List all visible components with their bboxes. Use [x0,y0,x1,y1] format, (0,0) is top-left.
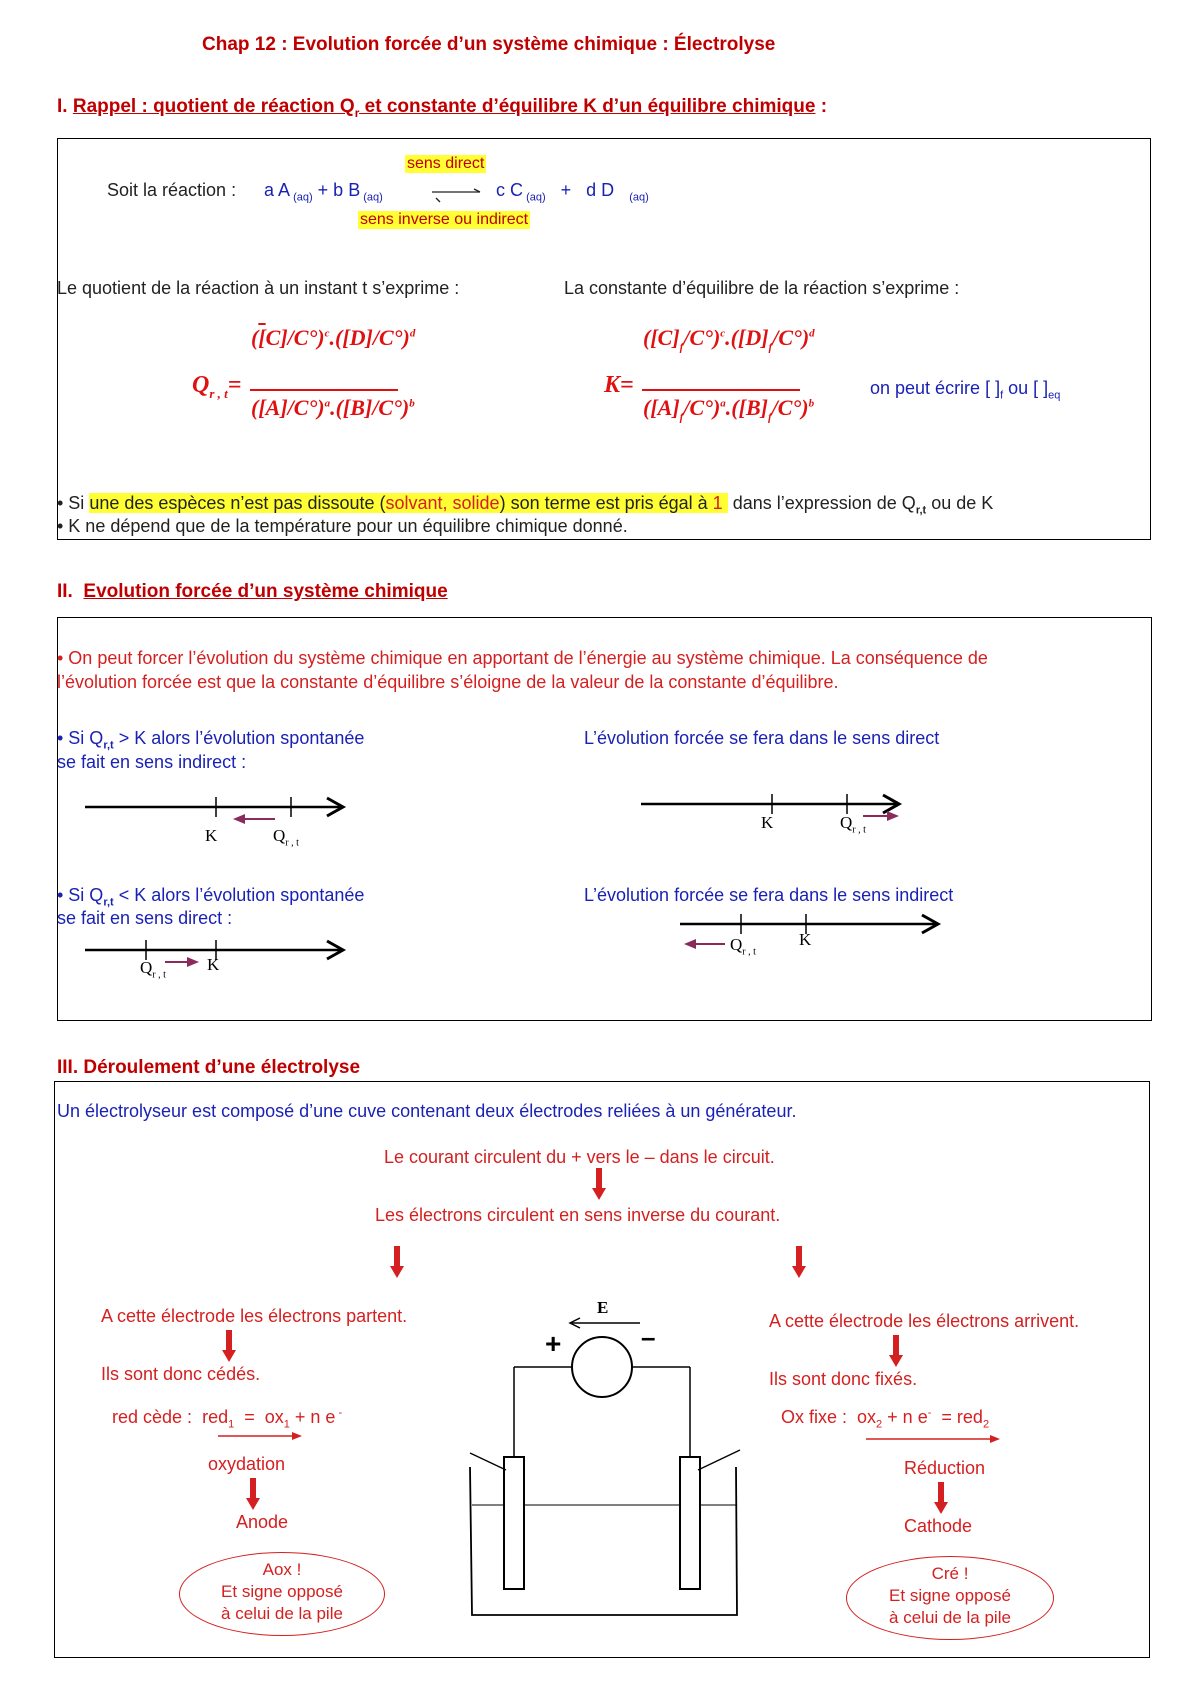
left-ell-3: à celui de la pile [221,1604,343,1623]
k-num-cdeg1: C° [689,325,713,350]
k-denominator: $([A]_f/C^\circ)^a.([B]_f/C^\circ)^b$ [643,395,815,424]
case1-pre: • Si Q [57,728,104,748]
bullet1-post: dans l’expression de Q [727,493,916,513]
left-ceded-text: Ils sont donc cédés. [101,1364,261,1384]
right-ellipse [846,1556,1054,1640]
k-den-a: A [657,395,673,420]
q-num-d: D [349,325,366,350]
left-eq-minus: - [335,1407,343,1419]
k-den-cdeg2: C° [777,395,802,420]
aq-a: (aq) [293,191,313,204]
bullet1-pre: • Si [57,493,90,513]
axis1-q-label [273,826,299,848]
case1-sub: r,t [103,739,114,752]
k-den-b: B [745,395,761,420]
sens-direct-label: sens direct [407,155,485,172]
q-den-b: B [350,395,365,420]
right-reduction: Réduction [904,1458,986,1478]
reaction-label: Soit la réaction : [107,180,237,200]
k-numerator: $([C]_f/C^\circ)^c.([D]_f/C^\circ)^d$ [643,325,815,354]
right-electrode-text: A cette électrode les électrons arrivent. [769,1311,1080,1331]
left-eq-red: red [202,1407,229,1427]
note-eq: eq [1048,389,1061,402]
left-eq-ox: ox [264,1407,284,1427]
axis2-q-label [840,813,866,835]
k-exp-d: d [809,327,815,340]
electrons-text: Les électrons circulent en sens inverse du courant. [375,1205,781,1225]
axis2-k-label: K [761,813,774,832]
k-f2: f [768,341,773,354]
generator-plus: + [545,1328,562,1359]
q-numerator: $([C]/C^\circ)^c.([D]/C^\circ)^d$ [251,325,416,350]
q-num-cdeg2: C° [379,325,403,350]
section2-heading [57,581,448,603]
k-exp-a: a [720,397,726,410]
section2-intro-line1: • On peut forcer l’évolution du système chimique en apportant de l’énergie au système chimique. La conséquence de [57,648,988,668]
q-num-cdeg1: C° [293,325,318,350]
sens-inverse-label: sens inverse ou indirect [360,211,529,228]
axis3-q: Q [140,958,153,977]
q-fraction-bar [250,388,400,392]
reaction-equation [264,180,383,204]
section1-heading [57,96,827,120]
k-num-cdeg2: C° [778,325,802,350]
axis4-k-label: K [799,930,812,949]
section2-number: II. [57,581,73,602]
axis3-q-label [140,958,166,980]
right-eq-sub2: 2 [982,1418,990,1431]
bullet1-end: ou de K [926,493,994,513]
q-formula-lhs: $Q_{r , t}=$ [192,372,242,401]
right-eq-sub1: 2 [876,1418,883,1431]
q-denominator: $([A]/C^\circ)^a.([B]/C^\circ)^b$ [251,395,415,420]
section2-intro-line2: l’évolution forcée est que la constante d’équilibre s’éloigne de la valeur de la constante d’équilibre. [57,672,839,692]
down-arrow-icon-4 [222,1330,236,1364]
note-f: f [1000,389,1004,402]
q-den-a: A [265,395,281,420]
down-arrow-icon-7 [934,1482,948,1516]
q-exp-c: c [324,327,330,340]
q-symbol: Q [192,372,210,398]
section1-heading-colon: : [815,96,828,117]
generator-e-label: E [597,1298,609,1317]
bullet1-sub: r,t [915,504,927,517]
left-eq-sub1: 1 [228,1418,235,1431]
section3-heading: III. Déroulement d’une électrolyse [57,1057,361,1078]
right-eq-ox: ox [857,1407,877,1427]
left-equation [112,1407,342,1431]
q-exp-a: a [324,397,331,410]
left-eq-label: red cède : [112,1407,193,1427]
left-anode: Anode [236,1512,289,1532]
notation-note [870,378,1060,402]
down-arrow-icon-3 [792,1246,806,1280]
bullet1-hl1: une des espèces n’est pas dissoute ( [89,493,386,513]
case1-post: > K alors l’évolution spontanée [113,728,365,748]
k-fraction-bar [642,388,802,392]
right-ell-1: Cré ! [931,1564,969,1583]
reaction-products [496,180,649,204]
case1-line2: se fait en sens indirect : [57,752,247,772]
q-exp-d: d [409,327,416,340]
case2-sub: r,t [103,896,114,909]
equilibrium-arrows-icon [430,186,484,206]
bullet1-hl-red: solvant, solide [385,493,500,513]
k-f4: f [767,411,772,424]
oxidation-arrow-icon [218,1430,302,1442]
down-arrow-icon-6 [246,1478,260,1512]
reaction-b: + b B [317,180,361,200]
left-eq-sub2: 1 [283,1418,290,1431]
k-exp-b: b [808,397,815,410]
k-symbol: K [604,372,621,398]
right-eq-red: = red [941,1407,983,1427]
axis1-q-sub: r , t [285,837,299,849]
section1-number: I. [57,96,68,117]
axis3-k-label: K [207,955,220,974]
right-ell-2: Et signe opposé [889,1586,1011,1605]
case2-line1 [57,885,364,909]
q-den-cdeg1: C° [293,395,318,420]
bullet-dissolved [57,493,993,517]
axis4-q-label [730,935,756,957]
axis1-q: Q [273,826,286,845]
axis2-q: Q [840,813,853,832]
section3-intro: Un électrolyseur est composé d’une cuve contenant deux électrodes reliées à un générateur. [57,1101,797,1121]
constant-text: La constante d’équilibre de la réaction s’exprime : [564,278,960,298]
q-exp-b: b [409,397,415,410]
section1-heading-sub: r [354,105,360,120]
current-text: Le courant circulent du + vers le – dans le circuit. [384,1147,775,1167]
case2-line2: se fait en sens direct : [57,908,233,928]
aq-c: (aq) [526,191,546,204]
reduction-arrow-icon [866,1433,1000,1445]
left-eq-rest: + n e [289,1407,336,1427]
case2-post: < K alors l’évolution spontanée [113,885,365,905]
right-eq-rest: + n e [882,1407,928,1427]
axis3-q-sub: r , t [152,969,166,981]
k-num-d: D [745,325,762,350]
section2-heading-text: Evolution forcée d’un système chimique [83,581,448,602]
left-ellipse [179,1552,385,1636]
note-ecrire: on peut écrire [ ] [870,378,1001,398]
reaction-d: d D [586,180,615,200]
right-ell-3: à celui de la pile [889,1608,1011,1627]
q-sub: r , t [209,385,228,401]
axis-forced-indirect [680,912,945,972]
reaction-c: c C [496,180,523,200]
down-arrow-icon-1 [592,1168,606,1202]
aq-b: (aq) [363,191,383,204]
axis2-q-sub: r , t [852,824,866,836]
section1-heading-rest: et constante d’équilibre K d’un équilibre chimique [359,96,816,117]
page-title: Chap 12 : Evolution forcée d’un système chimique : Électrolyse [202,34,776,55]
down-arrow-icon-2 [390,1246,404,1280]
reaction-plus: + [560,180,572,200]
q-num-c: C [265,325,281,350]
axis-forced-direct [641,792,906,852]
reaction-a: a A [264,180,291,200]
left-eq-equals: = [244,1407,255,1427]
note-ou: ou [ ] [1003,378,1049,398]
right-equation [781,1407,989,1431]
generator-minus: – [641,1322,656,1352]
case2-pre: • Si Q [57,885,104,905]
axis1-k-label: K [205,826,218,845]
right-fixed-text: Ils sont donc fixés. [769,1369,918,1389]
case2-forced: L’évolution forcée se fera dans le sens indirect [584,885,954,905]
k-f3: f [679,411,684,424]
k-exp-c: c [720,327,726,340]
axis4-q-sub: r , t [742,946,756,958]
section1-heading-main: Rappel : quotient de réaction Q [72,96,355,117]
k-den-cdeg1: C° [689,395,713,420]
k-num-c: C [657,325,673,350]
axis4-q: Q [730,935,743,954]
bullet1-hl2: ) son terme est pris égal à [499,493,713,513]
left-ell-2: Et signe opposé [221,1582,343,1601]
right-eq-label: Ox fixe : [781,1407,848,1427]
axis-spontaneous-indirect [85,795,350,855]
right-cathode: Cathode [904,1516,973,1536]
aq-d: (aq) [629,191,649,204]
down-arrow-icon-5 [889,1335,903,1369]
bullet1-one: 1 [712,493,723,513]
left-ell-1: Aox ! [262,1560,302,1579]
quotient-text: Le quotient de la réaction à un instant t s’exprime : [57,278,460,298]
k-formula-lhs: K= [604,372,634,398]
right-eq-minus: - [927,1407,932,1419]
k-f1: f [679,341,684,354]
electrolysis-cell-diagram [460,1285,750,1645]
q-den-cdeg2: C° [378,395,402,420]
case1-line1 [57,728,364,752]
left-electrode-text: A cette électrode les électrons partent. [101,1306,408,1326]
left-oxidation: oxydation [208,1454,286,1474]
case1-forced: L’évolution forcée se fera dans le sens direct [584,728,940,748]
bullet-temperature: • K ne dépend que de la température pour un équilibre chimique donné. [57,516,628,536]
